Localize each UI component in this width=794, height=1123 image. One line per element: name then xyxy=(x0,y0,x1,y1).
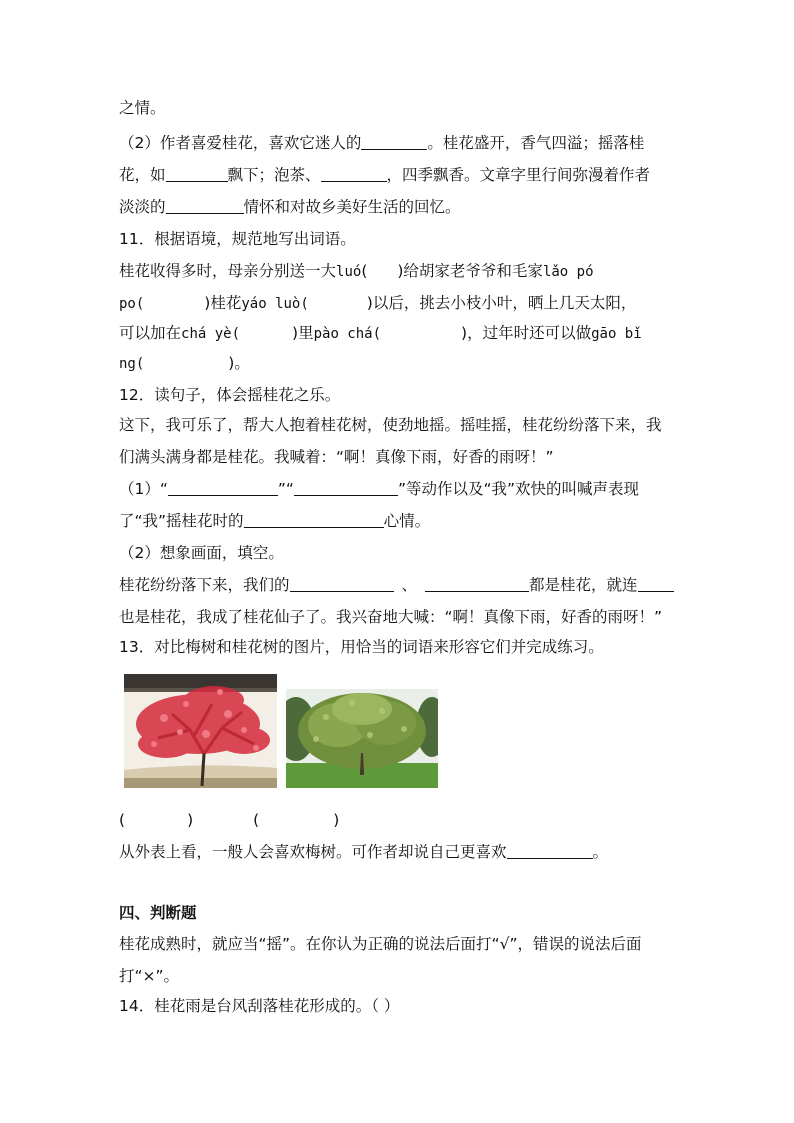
osmanthus-tree-photo xyxy=(286,689,438,788)
passage-line: 这下，我可乐了，帮大人抱着桂花树，使劲地摇。摇哇摇，桂花纷纷落下来，我 xyxy=(119,416,662,434)
answer-blank[interactable] xyxy=(294,480,398,496)
question-11-title: 11．根据语境，规范地写出词语。 xyxy=(119,230,356,248)
question-10-2: （2）作者喜爱桂花，喜欢它迷人的 。桂花盛开，香气四溢；摇落桂 xyxy=(119,134,645,152)
plum-tree-photo xyxy=(124,674,277,788)
answer-blank[interactable] xyxy=(166,166,228,182)
answer-blank[interactable] xyxy=(244,512,384,528)
text-line: 从外表上看，一般人会喜欢梅树。可作者却说自己更喜欢 。 xyxy=(119,843,609,861)
passage-line: 们满头满身都是桂花。我喊着：“啊！真像下雨，好香的雨呀！” xyxy=(119,448,554,466)
answer-blank[interactable] xyxy=(507,843,593,859)
question-12-1: （1）“ ”“ ”等动作以及“我”欢快的叫喊声表现 xyxy=(119,480,640,498)
answer-blank[interactable] xyxy=(290,576,394,592)
text-line: 了“我”摇桂花时的 心情。 xyxy=(119,512,431,530)
question-13-title: 13．对比梅树和桂花树的图片，用恰当的词语来形容它们并完成练习。 xyxy=(119,638,604,656)
text-line: po( )桂花yáo luò( )以后，挑去小枝小叶，晒上几天太阳， xyxy=(119,294,637,312)
text-line: 打“×”。 xyxy=(119,967,180,985)
pinyin-gaobing: gāo bǐ xyxy=(591,326,642,342)
pinyin-paocha: pào chá( xyxy=(313,326,382,342)
question-12-2: （2）想象画面，填空。 xyxy=(119,544,284,562)
text-line: ng( )。 xyxy=(119,354,250,372)
pinyin-yaoluo: yáo luò( xyxy=(241,296,309,312)
pinyin-laopo: lǎo pó xyxy=(542,264,594,280)
text-line: 桂花成熟时，就应当“摇”。在你认为正确的说法后面打“√”，错误的说法后面 xyxy=(119,935,642,953)
question-12-title: 12．读句子，体会摇桂花之乐。 xyxy=(119,386,341,404)
text-line: 桂花纷纷落下来，我们的 、 都是桂花，就连 xyxy=(119,575,674,595)
plum-tree-image xyxy=(124,674,277,788)
answer-blank[interactable] xyxy=(638,576,674,592)
pinyin-chaye: chá yè( xyxy=(181,326,241,342)
text-line: 桂花收得多时，母亲分别送一大luó( )给胡家老爷爷和毛家lǎo pó xyxy=(119,262,594,280)
text-line: 花，如 飘下；泡茶、 ，四季飘香。文章字里行间弥漫着作者 xyxy=(119,166,651,184)
answer-blank[interactable] xyxy=(168,480,278,496)
osmanthus-tree-image xyxy=(286,689,438,788)
image-answer-row: ( ) ( ) xyxy=(119,811,340,829)
text-line: 也是桂花，我成了桂花仙子了。我兴奋地大喊：“啊！真像下雨，好香的雨呀！” xyxy=(119,608,663,626)
answer-blank[interactable] xyxy=(425,576,529,592)
section-heading: 四、判断题 xyxy=(119,904,197,922)
text-line: 之情。 xyxy=(119,99,166,117)
answer-blank[interactable] xyxy=(321,166,387,182)
text-line: 可以加在chá yè( )里pào chá( )，过年时还可以做gāo bǐ xyxy=(119,324,642,342)
text-line: 淡淡的 情怀和对故乡美好生活的回忆。 xyxy=(119,198,461,216)
answer-blank[interactable] xyxy=(361,134,427,150)
pinyin-luo: luó xyxy=(336,264,362,280)
answer-blank[interactable] xyxy=(166,198,244,214)
question-14[interactable]: 14．桂花雨是台风刮落桂花形成的。（ ） xyxy=(119,997,400,1015)
